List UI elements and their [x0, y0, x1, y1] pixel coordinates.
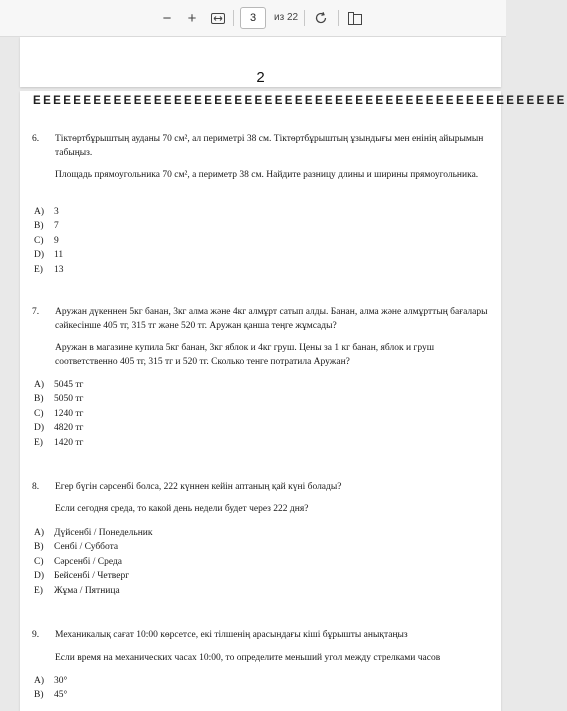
fit-page-icon[interactable]: [208, 8, 228, 28]
question-number: 9.: [32, 630, 40, 640]
zoom-out-button[interactable]: −: [162, 9, 172, 27]
page-number-input[interactable]: [240, 7, 266, 29]
toolbar-divider: [233, 10, 234, 26]
answer-option: A) 30°: [34, 676, 68, 686]
pdf-toolbar: [0, 0, 506, 37]
toolbar-divider: [338, 10, 339, 26]
question-text-ru: Площадь прямоугольника 70 см², а периметр 38 см. Найдите разницу длины и ширины прямоугольника.: [55, 170, 479, 180]
question-text-ru: Если время на механических часах 10:00, то определите меньший угол между стрелками часов: [55, 653, 441, 663]
answer-option: B) Сенбі / Суббота: [34, 542, 119, 553]
answer-option: D) 11: [34, 250, 64, 261]
answer-options: [34, 674, 67, 703]
answer-option: B) 45°: [34, 690, 68, 701]
question-text-ru: Аружан в магазине купила 5кг банан, 3кг яблок и 4кг груш. Цены за 1 кг банан, яблок и груш соответственно 405 тг, 315 тг и 520 тг. Сколько тенге потратила Аружан?: [55, 343, 435, 367]
answer-option: C) 1240 тг: [34, 408, 84, 419]
header-band: EEEEEEEEEEEEEEEEEEEEEEEEEEEEEEEEEEEEEEEEEEEEEEEEEEEEE: [33, 95, 567, 107]
answer-options: [34, 378, 83, 450]
document-page: [20, 91, 567, 711]
question-text-kz: Аружан дүкеннен 5кг банан, 3кг алма және 4кг алмұрт сатып алды. Банан, алма және алмұрттың бағалары сәйкесінше 405 тг, 315 тг және 520 тг. Аружан қанша теңге жұмсады?: [55, 307, 488, 331]
answer-option: D) Бейсенбі / Четверг: [34, 571, 130, 582]
answer-option: E) Жұма / Пятница: [34, 585, 120, 596]
answer-option: A) 5045 тг: [34, 380, 84, 390]
answer-option: B) 5050 тг: [34, 394, 84, 405]
question-number: 8.: [32, 482, 40, 492]
answer-option: A) Дүйсенбі / Понедельник: [34, 528, 153, 538]
rotate-icon[interactable]: [311, 8, 331, 28]
toolbar-divider: [304, 10, 305, 26]
page-number: 2: [256, 69, 265, 86]
answer-option: A) 3: [34, 207, 59, 217]
answer-option: D) 4820 тг: [34, 423, 84, 434]
answer-option: C) 9: [34, 235, 59, 246]
answer-option: E) 1420 тг: [34, 437, 84, 448]
question-text-kz: Механикалық сағат 10:00 көрсетсе, екі тілшенің арасындағы кіші бұрышты анықтаңыз: [55, 630, 408, 640]
page-view-icon[interactable]: [345, 8, 365, 28]
answer-options: [34, 205, 64, 277]
question-text-kz: Тіктөртбұрыштың ауданы 70 см², ал периметрі 38 см. Тіктөртбұрыштың ұзындығы мен енінің айырымын табыңыз.: [55, 134, 484, 158]
answer-option: C) Сәрсенбі / Среда: [34, 556, 123, 567]
answer-option: B) 7: [34, 221, 59, 232]
page-total-label: из 22: [274, 12, 299, 23]
previous-page: [20, 37, 501, 87]
answer-options: [34, 526, 153, 598]
question-text-kz: Егер бүгін сәрсенбі болса, 222 күннен кейін аптаның қай күні болады?: [55, 482, 342, 492]
question-text-ru: Если сегодня среда, то какой день недели будет через 222 дня?: [55, 504, 309, 514]
zoom-in-button[interactable]: +: [187, 9, 197, 27]
question-number: 7.: [32, 307, 40, 317]
answer-option: E) 13: [34, 264, 64, 275]
question-number: 6.: [32, 134, 40, 144]
